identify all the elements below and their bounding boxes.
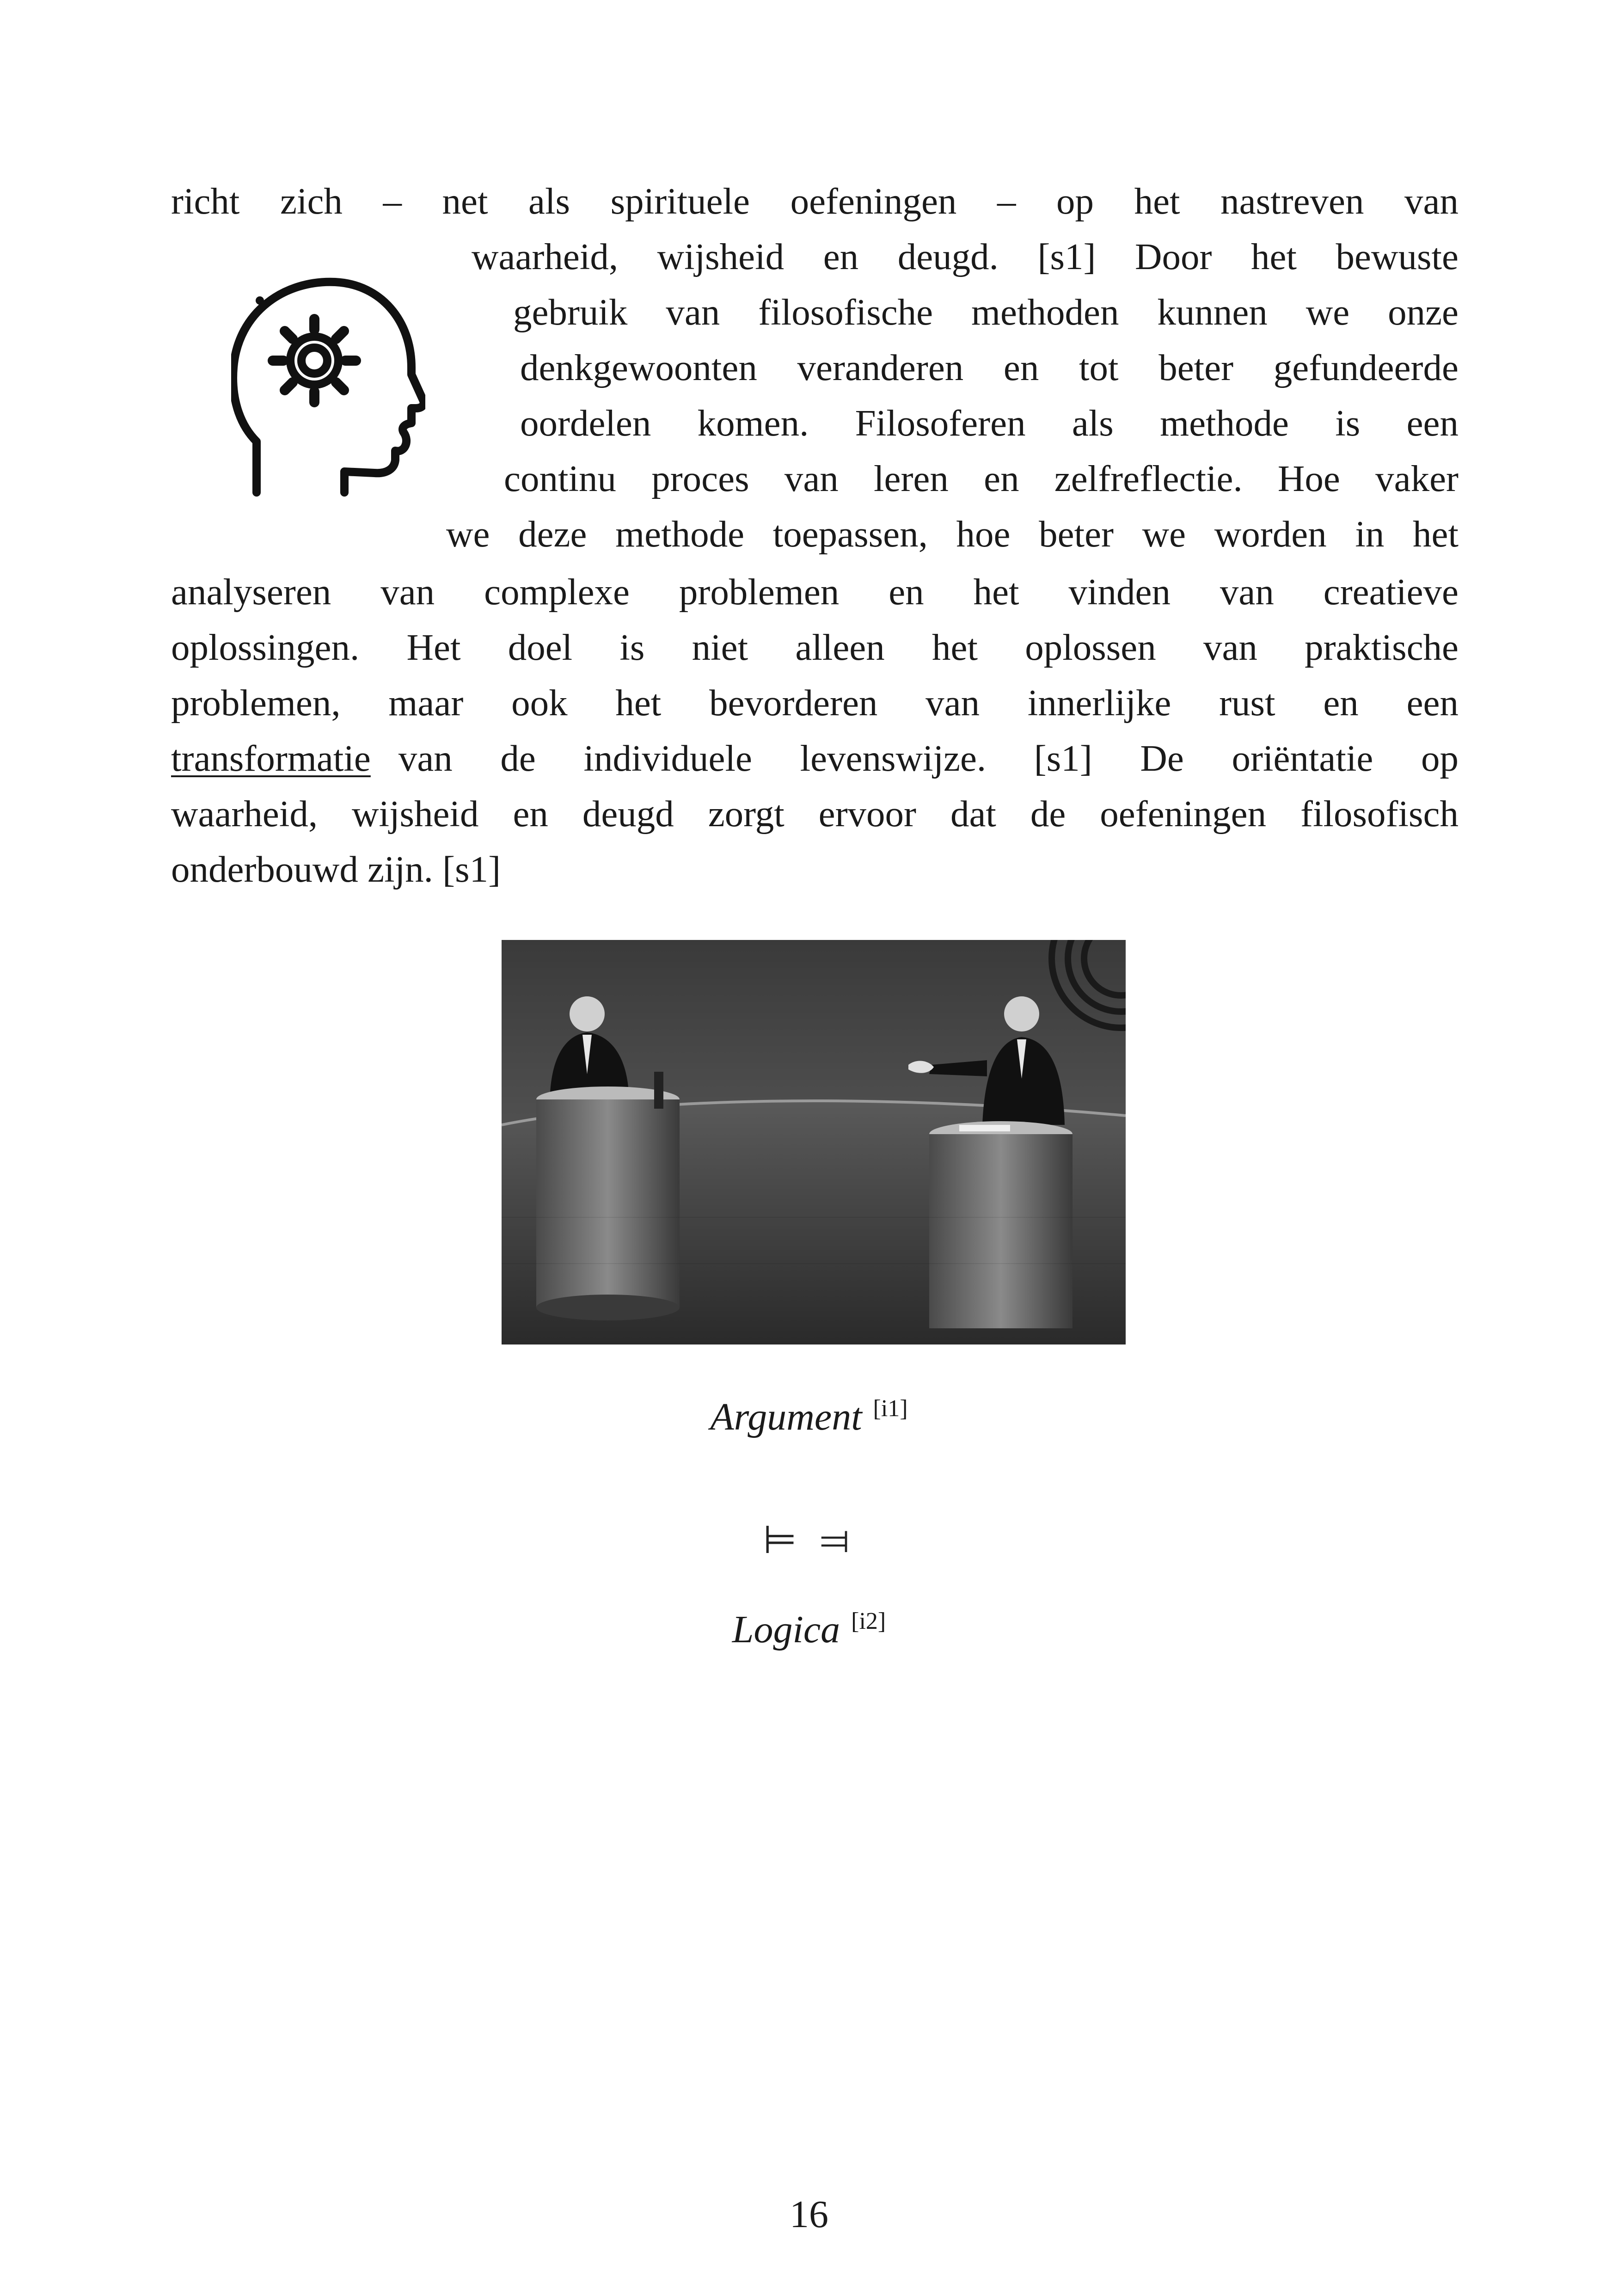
- argument-reference[interactable]: [i1]: [873, 1395, 908, 1422]
- argument-caption-text: Argument: [710, 1395, 862, 1438]
- argument-caption: [0, 1389, 1618, 1445]
- paragraph-line-10: problemen, maar ook het bevorderen van innerlijke rust en een: [171, 682, 1459, 724]
- paragraph-line-2: waarheid, wijsheid en deugd. [s1] Door het bewuste: [472, 236, 1459, 277]
- logica-caption: [0, 1602, 1618, 1658]
- debate-photo: [502, 940, 1126, 1344]
- paragraph-line-13: onderbouwd zijn. [s1]: [171, 848, 501, 890]
- head-with-gear-icon: [231, 275, 425, 497]
- paragraph-line-11-rest: van de individuele levenswijze. [s1] De oriëntatie op: [398, 737, 1459, 779]
- paragraph-line-3: gebruik van filosofische methoden kunnen we onze: [513, 291, 1459, 333]
- paragraph-line-1: richt zich – net als spirituele oefeningen – op het nastreven van: [171, 180, 1459, 222]
- paragraph-line-6: continu proces van leren en zelfreflectie. Hoe vaker: [504, 458, 1459, 499]
- page-number: 16: [790, 2193, 828, 2236]
- logica-reference[interactable]: [i2]: [851, 1608, 886, 1634]
- paragraph-line-4: denkgewoonten veranderen en tot beter gefundeerde: [520, 347, 1459, 388]
- paragraph-line-9: oplossingen. Het doel is niet alleen het oplossen van praktische: [171, 626, 1459, 668]
- paragraph-line-8: analyseren van complexe problemen en het vinden van creatieve: [171, 571, 1459, 613]
- paragraph-line-12: waarheid, wijsheid en deugd zorgt ervoor dat de oefeningen filosofisch: [171, 793, 1459, 835]
- logica-caption-text: Logica: [732, 1608, 840, 1651]
- entailment-symbols: ⊨ ⫤: [763, 1517, 855, 1562]
- transformatie-link[interactable]: transformatie: [171, 737, 371, 779]
- paragraph-line-5: oordelen komen. Filosoferen als methode is een: [520, 402, 1459, 444]
- paragraph-line-11: [171, 731, 1459, 786]
- paragraph-line-7: we deze methode toepassen, hoe beter we worden in het: [446, 513, 1459, 555]
